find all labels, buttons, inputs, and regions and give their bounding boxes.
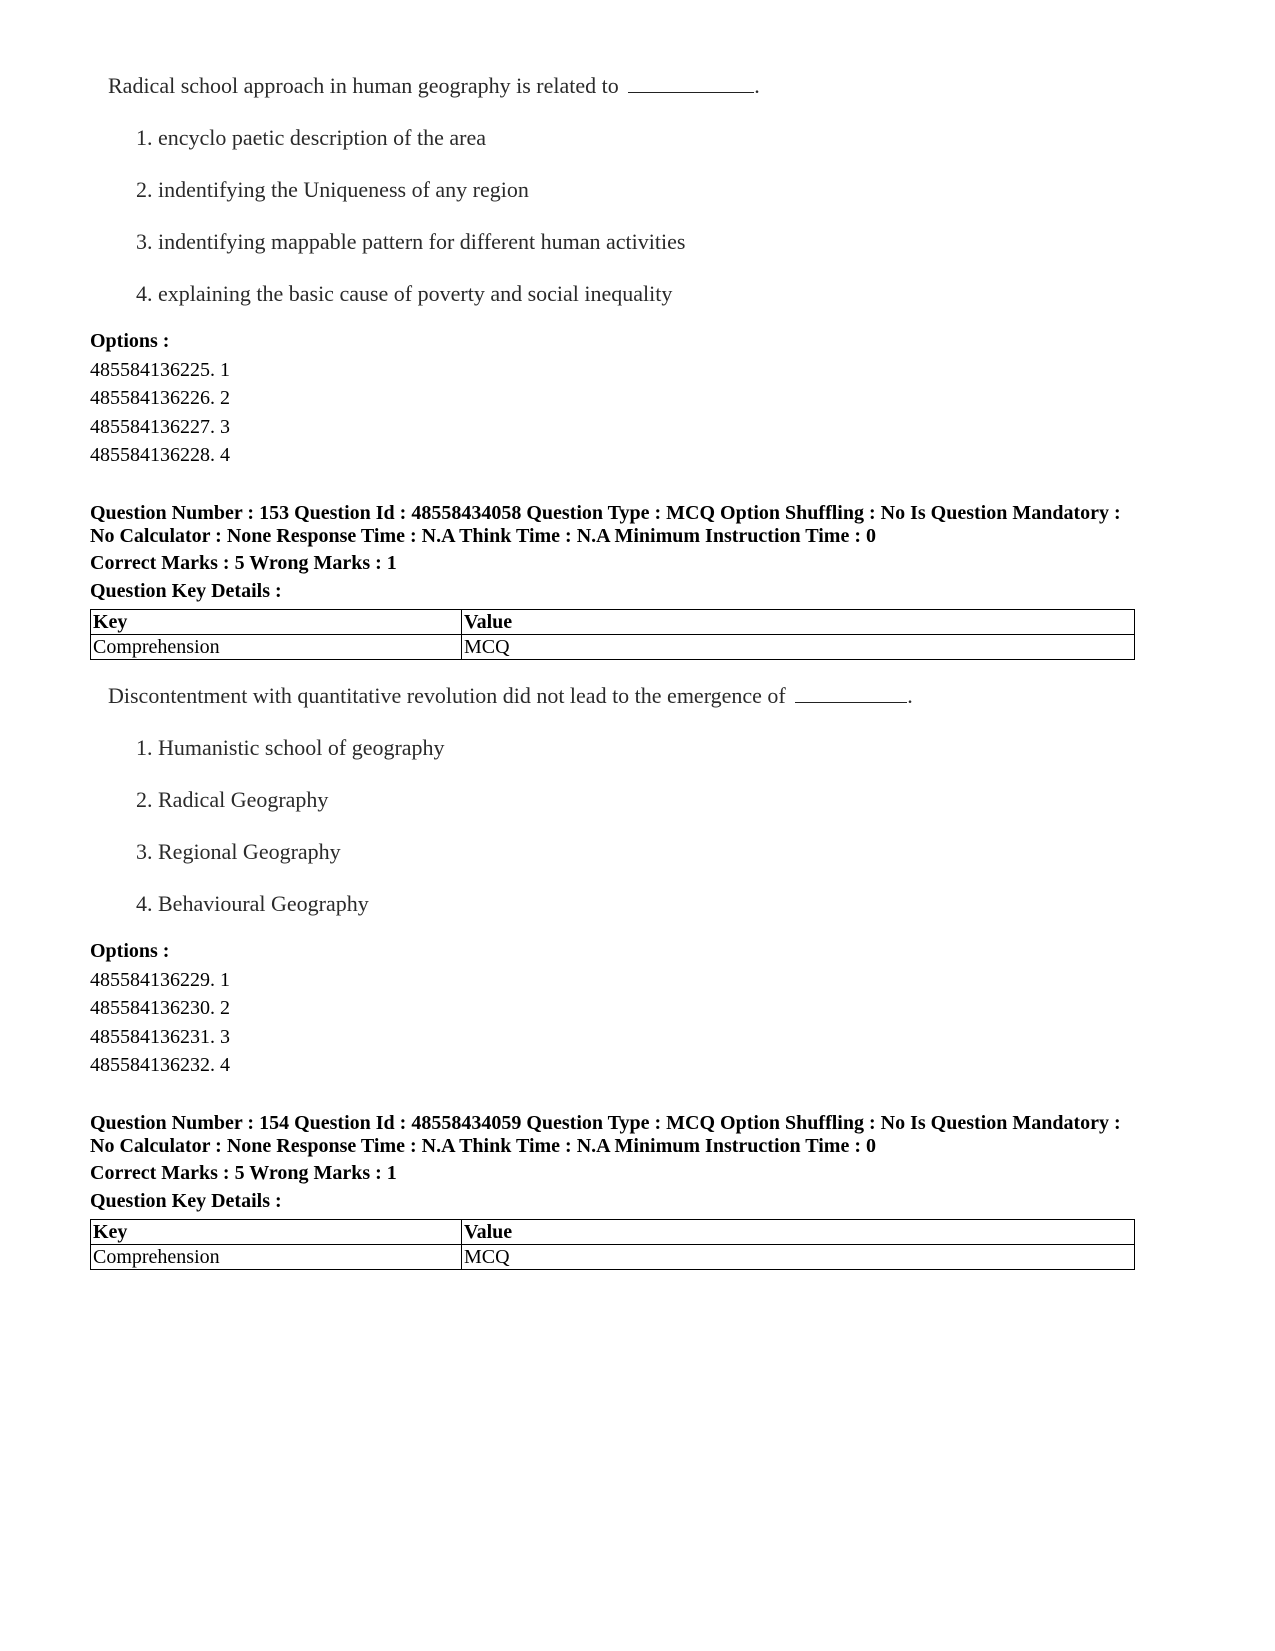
meta-line-1: Question Number : 153 Question Id : 48558434058 Question Type : MCQ Option Shuffling : No Is Question Mandatory : xyxy=(90,502,1121,524)
table-row xyxy=(91,635,1135,660)
choice-3: 3. Regional Geography xyxy=(136,839,341,864)
question-stem xyxy=(108,682,913,710)
question-stem xyxy=(108,72,760,100)
choice-3: 3. indentifying mappable pattern for different human activities xyxy=(136,229,686,254)
table-row xyxy=(91,1245,1135,1270)
option-item: 485584136229. 1 xyxy=(90,968,230,991)
option-item: 485584136227. 3 xyxy=(90,415,230,438)
header-value: Value xyxy=(462,610,1135,635)
choice-2: 2. indentifying the Uniqueness of any region xyxy=(136,177,529,202)
marks-line: Correct Marks : 5 Wrong Marks : 1 xyxy=(90,552,397,574)
stem-period: . xyxy=(907,683,913,708)
options-title: Options : xyxy=(90,940,170,962)
question-154-meta xyxy=(90,1112,1190,1158)
option-item: 485584136231. 3 xyxy=(90,1025,230,1048)
header-key: Key xyxy=(91,1220,462,1245)
key-details-table xyxy=(90,609,1135,660)
cell-key: Comprehension xyxy=(91,635,462,660)
stem-period: . xyxy=(754,73,760,98)
question-152-image xyxy=(108,72,1008,322)
options-list-153 xyxy=(90,937,230,1080)
choice-4: 4. Behavioural Geography xyxy=(136,891,369,916)
question-153-meta xyxy=(90,502,1190,548)
cell-value: MCQ xyxy=(462,1245,1135,1270)
header-value: Value xyxy=(462,1220,1135,1245)
question-153-image xyxy=(108,682,1008,932)
meta-line-2: No Calculator : None Response Time : N.A Think Time : N.A Minimum Instruction Time : 0 xyxy=(90,1135,876,1157)
key-details-title: Question Key Details : xyxy=(90,1190,282,1212)
meta-line-2: No Calculator : None Response Time : N.A Think Time : N.A Minimum Instruction Time : 0 xyxy=(90,525,876,547)
option-item: 485584136230. 2 xyxy=(90,997,230,1019)
choice-1: 1. Humanistic school of geography xyxy=(136,735,445,760)
option-item: 485584136225. 1 xyxy=(90,358,230,381)
marks-line: Correct Marks : 5 Wrong Marks : 1 xyxy=(90,1162,397,1184)
options-title: Options : xyxy=(90,330,170,352)
table-header-row xyxy=(91,1220,1135,1245)
option-item: 485584136228. 4 xyxy=(90,444,230,466)
answer-blank xyxy=(795,682,907,703)
meta-line-1: Question Number : 154 Question Id : 48558434059 Question Type : MCQ Option Shuffling : No Is Question Mandatory : xyxy=(90,1112,1121,1134)
cell-value: MCQ xyxy=(462,635,1135,660)
table-header-row xyxy=(91,610,1135,635)
question-stem-text: Discontentment with quantitative revolution did not lead to the emergence of xyxy=(108,683,786,708)
option-item: 485584136226. 2 xyxy=(90,387,230,409)
answer-blank xyxy=(628,72,754,93)
key-details-table xyxy=(90,1219,1135,1270)
option-item: 485584136232. 4 xyxy=(90,1054,230,1076)
key-details-title: Question Key Details : xyxy=(90,580,282,602)
options-list-152 xyxy=(90,327,230,470)
header-key: Key xyxy=(91,610,462,635)
question-stem-text: Radical school approach in human geography is related to xyxy=(108,73,619,98)
choice-1: 1. encyclo paetic description of the area xyxy=(136,125,487,150)
cell-key: Comprehension xyxy=(91,1245,462,1270)
choice-4: 4. explaining the basic cause of poverty and social inequality xyxy=(136,281,673,306)
choice-2: 2. Radical Geography xyxy=(136,787,329,812)
